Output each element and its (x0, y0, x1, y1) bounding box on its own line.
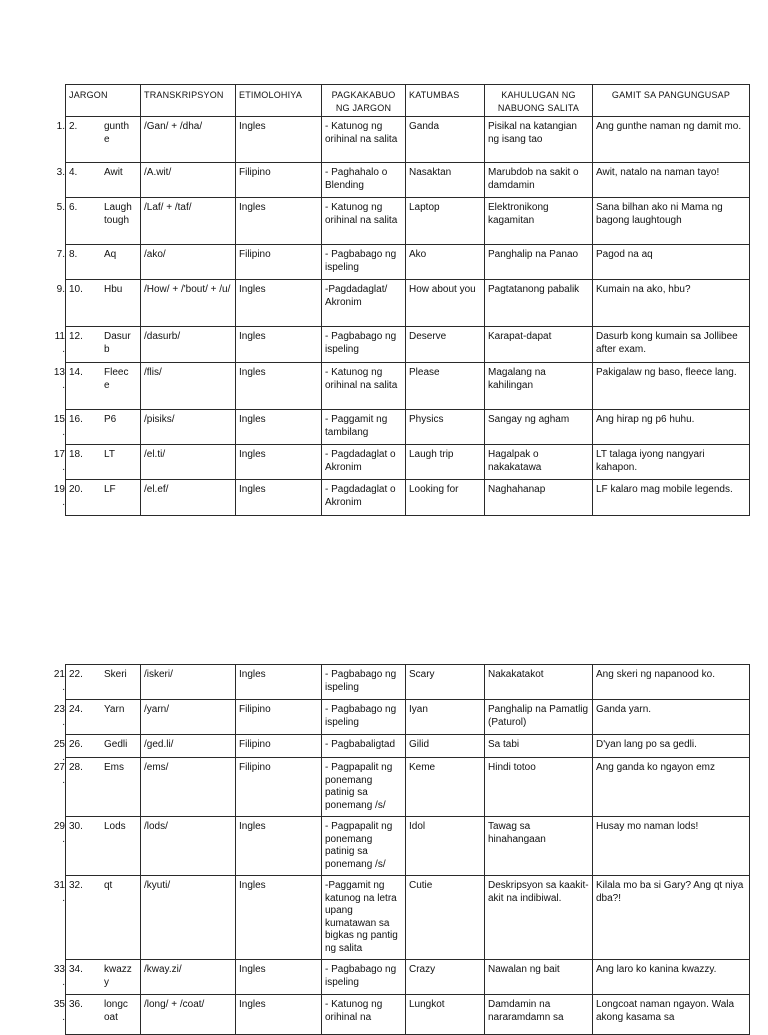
table-row (66, 245, 750, 280)
pagkakabuo-cell: -Paggamit ng katunog na letra upang kumatawan sa bigkas ng pantig ng salita (322, 876, 406, 960)
item-number: 20. (69, 484, 83, 495)
item-number: 22. (69, 669, 83, 680)
gamit-cell: Ang laro ko kanina kwazzy. (593, 960, 750, 995)
kahulugan-cell: Tawag sa hinahangaan (485, 817, 593, 876)
jargon-cell (53, 735, 141, 763)
kahulugan-cell: Magalang na kahilingan (485, 363, 593, 410)
table-row (66, 280, 750, 327)
transkripsyon-cell: /flis/ (141, 363, 236, 410)
pagkakabuo-cell: - Pagpapalit ng ponemang patinig sa ponemang /s/ (322, 817, 406, 876)
katumbas-cell: Please (406, 363, 485, 410)
kahulugan-cell: Damdamin na nararamdamn sa (485, 995, 593, 1035)
etimolohiya-cell: Filipino (236, 758, 322, 817)
transkripsyon-cell: /yarn/ (141, 700, 236, 735)
jargon-cell (53, 363, 141, 410)
katumbas-cell: Deserve (406, 327, 485, 363)
header-gamit: GAMIT SA PANGUNGUSAP (593, 85, 750, 117)
gamit-cell: Ang hirap ng p6 huhu. (593, 410, 750, 445)
pagkakabuo-cell: - Katunog ng orihinal na salita (322, 363, 406, 410)
jargon-word: Yarn (104, 704, 125, 715)
gamit-cell: Dasurb kong kumain sa Jollibee after exam. (593, 327, 750, 363)
jargon-word: LT (104, 449, 115, 460)
gamit-cell: Husay mo naman lods! (593, 817, 750, 876)
katumbas-cell: Ganda (406, 117, 485, 163)
jargon-cell (53, 960, 141, 995)
etimolohiya-cell: Filipino (236, 700, 322, 735)
etimolohiya-cell: Ingles (236, 995, 322, 1035)
etimolohiya-cell: Ingles (236, 665, 322, 700)
row-number: 19. (53, 484, 65, 508)
table-body (53, 117, 750, 516)
jargon-cell (56, 245, 141, 280)
item-number: 18. (69, 449, 83, 460)
row-number: 27. (53, 762, 65, 786)
pagkakabuo-cell: - Pagbabago ng ispeling (322, 245, 406, 280)
kahulugan-cell: Panghalip na Panao (485, 245, 593, 280)
transkripsyon-cell: /pisiks/ (141, 410, 236, 445)
jargon-cell (56, 198, 141, 245)
jargon-table (53, 664, 750, 1035)
etimolohiya-cell: Ingles (236, 876, 322, 960)
jargon-word: Awit (104, 167, 123, 178)
header-transkripsyon: TRANSKRIPSYON (141, 85, 236, 117)
table-header-row (66, 85, 750, 117)
table-row (66, 700, 750, 735)
row-number: 35. (53, 999, 65, 1023)
pagkakabuo-cell: - Pagdadaglat o Akronim (322, 480, 406, 516)
item-number: 30. (69, 821, 83, 832)
item-number: 4. (69, 167, 78, 178)
jargon-word: gunth e (104, 121, 130, 145)
row-number: 1. (56, 121, 65, 132)
jargon-cell (53, 700, 141, 735)
pagkakabuo-cell: - Pagbabaligtad (322, 735, 406, 758)
row-number: 7. (56, 249, 65, 260)
katumbas-cell: Iyan (406, 700, 485, 735)
transkripsyon-cell: /A.wit/ (141, 163, 236, 198)
transkripsyon-cell: /Gan/ + /dha/ (141, 117, 236, 163)
katumbas-cell: Physics (406, 410, 485, 445)
jargon-cell (53, 817, 141, 876)
jargon-cell (54, 327, 141, 363)
pagkakabuo-cell: - Katunog ng orihinal na (322, 995, 406, 1035)
row-number: 15. (53, 414, 65, 438)
table-row (66, 995, 750, 1035)
kahulugan-cell: Nakakatakot (485, 665, 593, 700)
gamit-cell: Kumain na ako, hbu? (593, 280, 750, 327)
pagkakabuo-cell: - Pagpapalit ng ponemang patinig sa ponemang /s/ (322, 758, 406, 817)
kahulugan-cell: Hindi totoo (485, 758, 593, 817)
jargon-cell (53, 876, 141, 960)
transkripsyon-cell: /kyuti/ (141, 876, 236, 960)
row-number: 3. (56, 167, 65, 178)
table-row (66, 410, 750, 445)
gamit-cell: Ganda yarn. (593, 700, 750, 735)
jargon-cell (53, 995, 141, 1035)
row-number: 25. (53, 739, 65, 763)
pagkakabuo-cell: - Pagbabago ng ispeling (322, 700, 406, 735)
kahulugan-cell: Pagtatanong pabalik (485, 280, 593, 327)
header-katumbas: KATUMBAS (406, 85, 485, 117)
table-row (66, 163, 750, 198)
jargon-word: Hbu (104, 284, 123, 295)
kahulugan-cell: Nawalan ng bait (485, 960, 593, 995)
header-etimolohiya: ETIMOLOHIYA (236, 85, 322, 117)
transkripsyon-cell: /long/ + /coat/ (141, 995, 236, 1035)
jargon-cell (56, 163, 141, 198)
gamit-cell: Pakigalaw ng baso, fleece lang. (593, 363, 750, 410)
jargon-table (53, 84, 750, 516)
gamit-cell: Awit, natalo na naman tayo! (593, 163, 750, 198)
pagkakabuo-cell: - Katunog ng orihinal na salita (322, 117, 406, 163)
jargon-word: Skeri (104, 669, 127, 680)
table-row (66, 960, 750, 995)
table-row (66, 117, 750, 163)
jargon-word: Dasur b (104, 331, 131, 355)
item-number: 26. (69, 739, 83, 750)
katumbas-cell: Ako (406, 245, 485, 280)
item-number: 14. (69, 367, 83, 378)
transkripsyon-cell: /iskeri/ (141, 665, 236, 700)
table-row (66, 480, 750, 516)
jargon-word: qt (104, 880, 113, 891)
item-number: 10. (69, 284, 83, 295)
pagkakabuo-cell: - Paggamit ng tambilang (322, 410, 406, 445)
row-number: 29. (53, 821, 65, 845)
gamit-cell: D'yan lang po sa gedli. (593, 735, 750, 758)
katumbas-cell: Gilid (406, 735, 485, 758)
katumbas-cell: Looking for (406, 480, 485, 516)
pagkakabuo-cell: - Paghahalo o Blending (322, 163, 406, 198)
header-pagkakabuo: PAGKAKABUO NG JARGON (322, 85, 406, 117)
etimolohiya-cell: Ingles (236, 363, 322, 410)
etimolohiya-cell: Ingles (236, 445, 322, 480)
gamit-cell: LF kalaro mag mobile legends. (593, 480, 750, 516)
transkripsyon-cell: /ged.li/ (141, 735, 236, 758)
etimolohiya-cell: Ingles (236, 480, 322, 516)
table-body (53, 665, 750, 1035)
transkripsyon-cell: /ems/ (141, 758, 236, 817)
jargon-word: longc oat (104, 999, 128, 1023)
jargon-word: P6 (104, 414, 117, 425)
row-number: 5. (56, 202, 65, 213)
item-number: 6. (69, 202, 78, 213)
jargon-word: Gedli (104, 739, 128, 750)
gamit-cell: Kilala mo ba si Gary? Ang qt niya dba?! (593, 876, 750, 960)
table-row (66, 445, 750, 480)
row-number: 21. (53, 669, 65, 693)
row-number: 9. (56, 284, 65, 295)
jargon-cell (53, 410, 141, 445)
gamit-cell: Longcoat naman ngayon. Wala akong kasama sa (593, 995, 750, 1035)
item-number: 32. (69, 880, 83, 891)
row-number: 13. (53, 367, 65, 391)
jargon-cell (53, 665, 141, 700)
katumbas-cell: Nasaktan (406, 163, 485, 198)
katumbas-cell: Scary (406, 665, 485, 700)
jargon-cell (56, 117, 141, 163)
jargon-table-1 (53, 84, 749, 516)
transkripsyon-cell: /kway.zi/ (141, 960, 236, 995)
kahulugan-cell: Karapat-dapat (485, 327, 593, 363)
etimolohiya-cell: Ingles (236, 817, 322, 876)
item-number: 34. (69, 964, 83, 975)
jargon-cell (56, 280, 141, 327)
gamit-cell: Pagod na aq (593, 245, 750, 280)
transkripsyon-cell: /el.ef/ (141, 480, 236, 516)
jargon-word: Fleec e (104, 367, 129, 391)
item-number: 2. (69, 121, 78, 132)
table-row (66, 817, 750, 876)
pagkakabuo-cell: - Pagbabago ng ispeling (322, 327, 406, 363)
kahulugan-cell: Sa tabi (485, 735, 593, 758)
katumbas-cell: Laptop (406, 198, 485, 245)
table-row (66, 198, 750, 245)
kahulugan-cell: Elektronikong kagamitan (485, 198, 593, 245)
gamit-cell: Ang gunthe naman ng damit mo. (593, 117, 750, 163)
item-number: 16. (69, 414, 83, 425)
katumbas-cell: Laugh trip (406, 445, 485, 480)
jargon-word: Laugh tough (104, 202, 132, 226)
row-number: 11. (54, 331, 65, 355)
item-number: 24. (69, 704, 83, 715)
pagkakabuo-cell: - Pagbabago ng ispeling (322, 665, 406, 700)
table-row (66, 758, 750, 817)
kahulugan-cell: Panghalip na Pamatlig (Paturol) (485, 700, 593, 735)
item-number: 36. (69, 999, 83, 1010)
jargon-word: Lods (104, 821, 126, 832)
katumbas-cell: How about you (406, 280, 485, 327)
table-row (66, 735, 750, 758)
etimolohiya-cell: Ingles (236, 960, 322, 995)
etimolohiya-cell: Ingles (236, 198, 322, 245)
katumbas-cell: Lungkot (406, 995, 485, 1035)
etimolohiya-cell: Filipino (236, 245, 322, 280)
jargon-cell (53, 758, 141, 817)
item-number: 28. (69, 762, 83, 773)
gamit-cell: Sana bilhan ako ni Mama ng bagong laughtough (593, 198, 750, 245)
pagkakabuo-cell: - Pagdadaglat o Akronim (322, 445, 406, 480)
transkripsyon-cell: /Laf/ + /taf/ (141, 198, 236, 245)
row-number: 23. (53, 704, 65, 728)
pagkakabuo-cell: -Pagdadaglat/ Akronim (322, 280, 406, 327)
jargon-cell (53, 480, 141, 516)
etimolohiya-cell: Ingles (236, 410, 322, 445)
row-number: 31. (53, 880, 65, 904)
table-row (66, 327, 750, 363)
jargon-word: LF (104, 484, 116, 495)
row-number: 33. (53, 964, 65, 988)
row-number: 17. (53, 449, 65, 473)
etimolohiya-cell: Ingles (236, 280, 322, 327)
jargon-cell (53, 445, 141, 480)
gamit-cell: Ang skeri ng napanood ko. (593, 665, 750, 700)
table-row (66, 363, 750, 410)
transkripsyon-cell: /lods/ (141, 817, 236, 876)
pagkakabuo-cell: - Katunog ng orihinal na salita (322, 198, 406, 245)
kahulugan-cell: Deskripsyon sa kaakit-akit na indibiwal. (485, 876, 593, 960)
table-row (66, 876, 750, 960)
transkripsyon-cell: /How/ + /'bout/ + /u/ (141, 280, 236, 327)
item-number: 8. (69, 249, 78, 260)
etimolohiya-cell: Ingles (236, 117, 322, 163)
transkripsyon-cell: /ako/ (141, 245, 236, 280)
pagkakabuo-cell: - Pagbabago ng ispeling (322, 960, 406, 995)
kahulugan-cell: Sangay ng agham (485, 410, 593, 445)
transkripsyon-cell: /dasurb/ (141, 327, 236, 363)
header-jargon: JARGON (66, 85, 141, 117)
etimolohiya-cell: Ingles (236, 327, 322, 363)
gamit-cell: Ang ganda ko ngayon emz (593, 758, 750, 817)
jargon-word: Aq (104, 249, 117, 260)
etimolohiya-cell: Filipino (236, 735, 322, 758)
katumbas-cell: Cutie (406, 876, 485, 960)
jargon-word: Ems (104, 762, 124, 773)
katumbas-cell: Crazy (406, 960, 485, 995)
transkripsyon-cell: /el.ti/ (141, 445, 236, 480)
table-row (66, 665, 750, 700)
header-kahulugan: KAHULUGAN NG NABUONG SALITA (485, 85, 593, 117)
jargon-table-2 (53, 664, 749, 1035)
item-number: 12. (69, 331, 83, 342)
etimolohiya-cell: Filipino (236, 163, 322, 198)
kahulugan-cell: Pisikal na katangian ng isang tao (485, 117, 593, 163)
kahulugan-cell: Hagalpak o nakakatawa (485, 445, 593, 480)
kahulugan-cell: Marubdob na sakit o damdamin (485, 163, 593, 198)
katumbas-cell: Keme (406, 758, 485, 817)
gamit-cell: LT talaga iyong nangyari kahapon. (593, 445, 750, 480)
katumbas-cell: Idol (406, 817, 485, 876)
jargon-word: kwazz y (104, 964, 132, 988)
kahulugan-cell: Naghahanap (485, 480, 593, 516)
